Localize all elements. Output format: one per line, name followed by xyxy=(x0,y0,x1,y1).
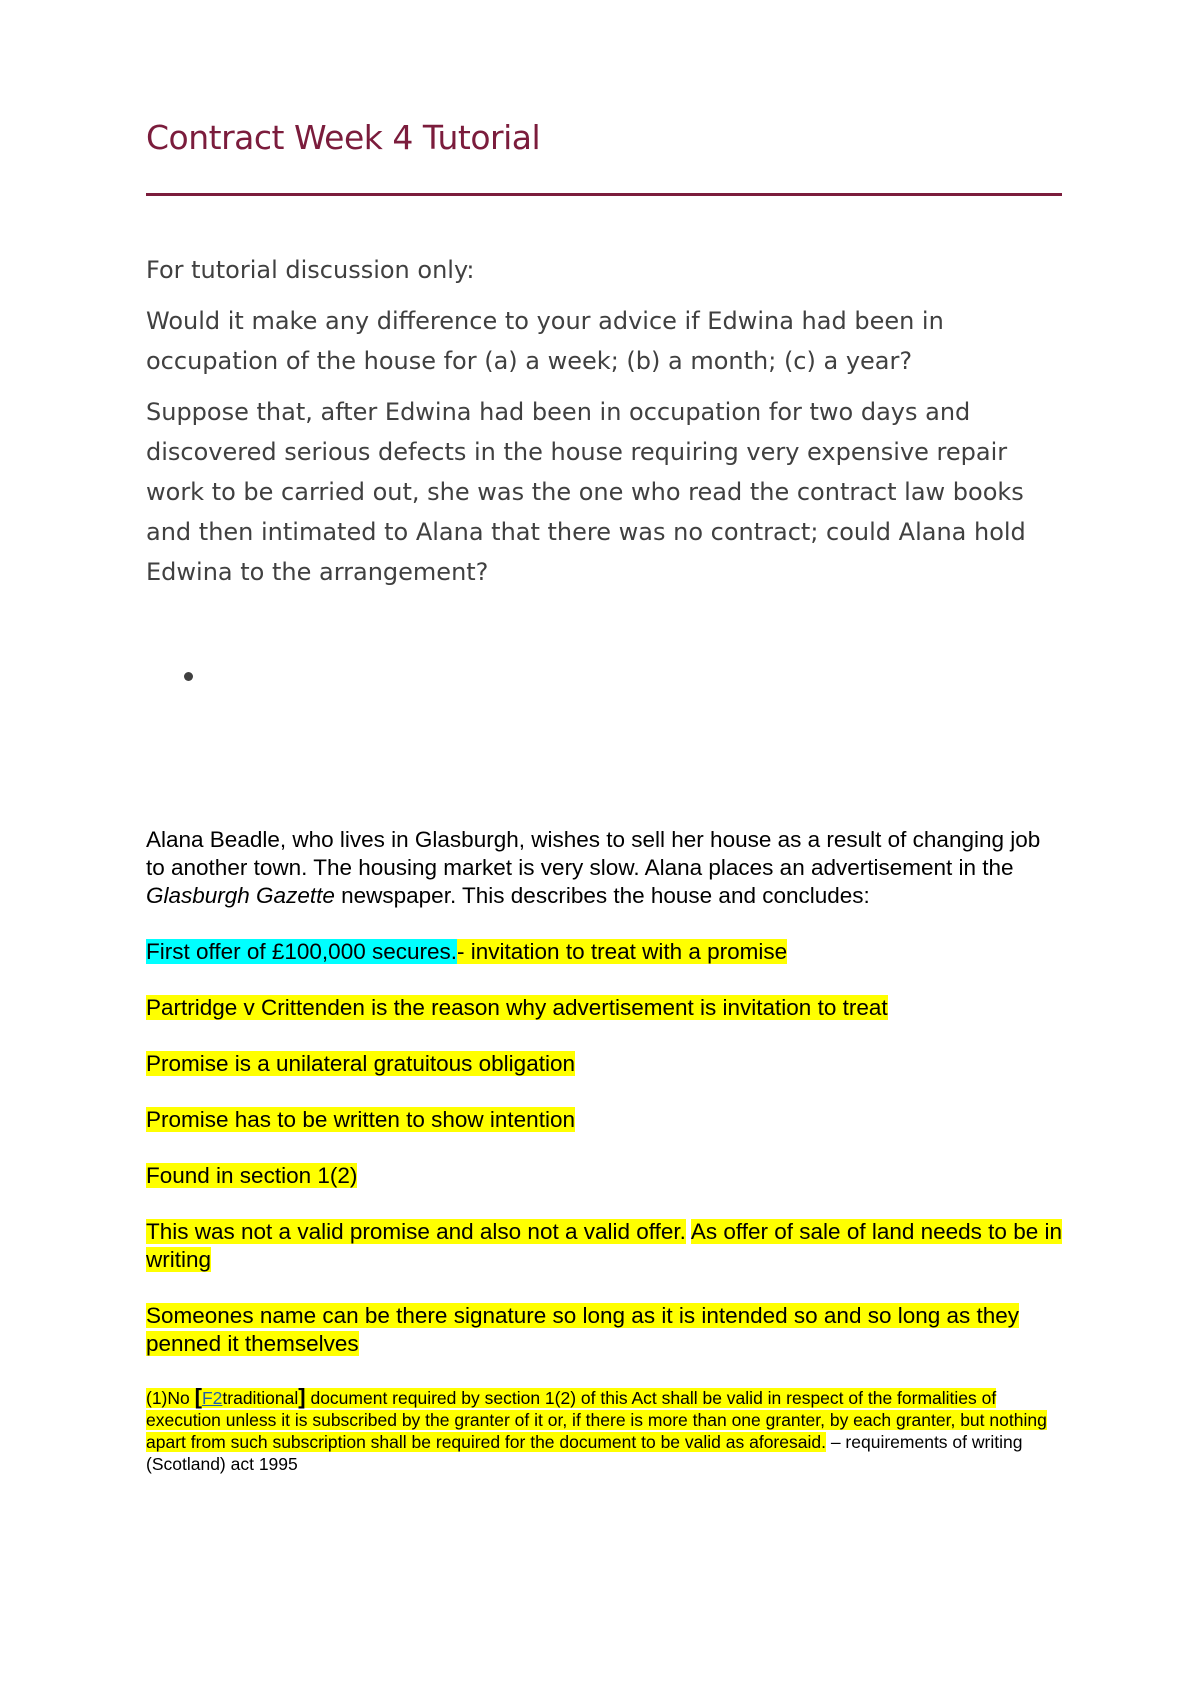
document-page xyxy=(146,0,1062,1698)
offer-note: - invitation to treat with a promise xyxy=(457,939,788,964)
page-title: Contract Week 4 Tutorial xyxy=(146,118,541,157)
statute-close-bracket: ] xyxy=(298,1384,306,1409)
statute-word: traditional xyxy=(222,1388,299,1408)
scenario-text-1: Alana Beadle, who lives in Glasburgh, wishes to sell her house as a result of changing job to another town. The housing market is very slow. Alana places an advertisement in the xyxy=(146,827,1041,880)
discussion-section xyxy=(146,250,1062,603)
note-6-text: Someones name can be there signature so long as it is intended so and so long as they penned it themselves xyxy=(146,1303,1020,1356)
offer-text: First offer of £100,000 secures. xyxy=(146,939,458,964)
note-4-text: Found in section 1(2) xyxy=(146,1163,358,1188)
note-3-text: Promise has to be written to show intention xyxy=(146,1107,575,1132)
note-5a-text: This was not a valid promise and also not a valid offer. xyxy=(146,1219,686,1244)
discussion-question-2: Suppose that, after Edwina had been in occupation for two days and discovered serious defects in the house requiring very expensive repair work to be carried out, she was the one who read the contract law books and then intimated to Alana that there was no contract; could Alana hold Edwina to the arrangement? xyxy=(146,398,1026,586)
statute-body: document required by section 1(2) of this Act shall be valid in respect of the formalities of execution unless it is subscribed by the granter of it or, if there is more than one granter, by each granter, but nothing apart from such subscription shall be required for the document to be valid as aforesaid. xyxy=(146,1388,1047,1452)
note-2 xyxy=(146,1050,1062,1078)
title-divider xyxy=(146,193,1062,196)
note-5b-text: As offer of sale of land needs to be in writing xyxy=(146,1219,1062,1272)
discussion-question-1: Would it make any difference to your advice if Edwina had been in occupation of the house for (a) a week; (b) a month; (c) a year? xyxy=(146,307,944,375)
note-3 xyxy=(146,1106,1062,1134)
empty-bullet-icon xyxy=(184,672,193,681)
note-4 xyxy=(146,1162,1062,1190)
discussion-intro: For tutorial discussion only: xyxy=(146,256,475,284)
note-offer xyxy=(146,938,1062,966)
statute-prefix: (1)No xyxy=(146,1388,195,1408)
scenario-paragraph xyxy=(146,826,1062,910)
statute-open-bracket: [ xyxy=(194,1384,202,1409)
newspaper-name: Glasburgh Gazette xyxy=(146,883,335,908)
statute-source: – requirements of writing (Scotland) act 1995 xyxy=(146,1432,1023,1474)
note-1 xyxy=(146,994,1062,1022)
note-1-text: Partridge v Crittenden is the reason why advertisement is invitation to treat xyxy=(146,995,888,1020)
scenario-text-2: newspaper. This describes the house and concludes: xyxy=(334,883,870,908)
note-6 xyxy=(146,1302,1062,1358)
scenario-section xyxy=(146,826,1062,1503)
note-5 xyxy=(146,1218,1062,1274)
statute-quote xyxy=(146,1386,1062,1475)
note-2-text: Promise is a unilateral gratuitous obligation xyxy=(146,1051,575,1076)
statute-reference-link[interactable]: F2 xyxy=(201,1388,223,1408)
